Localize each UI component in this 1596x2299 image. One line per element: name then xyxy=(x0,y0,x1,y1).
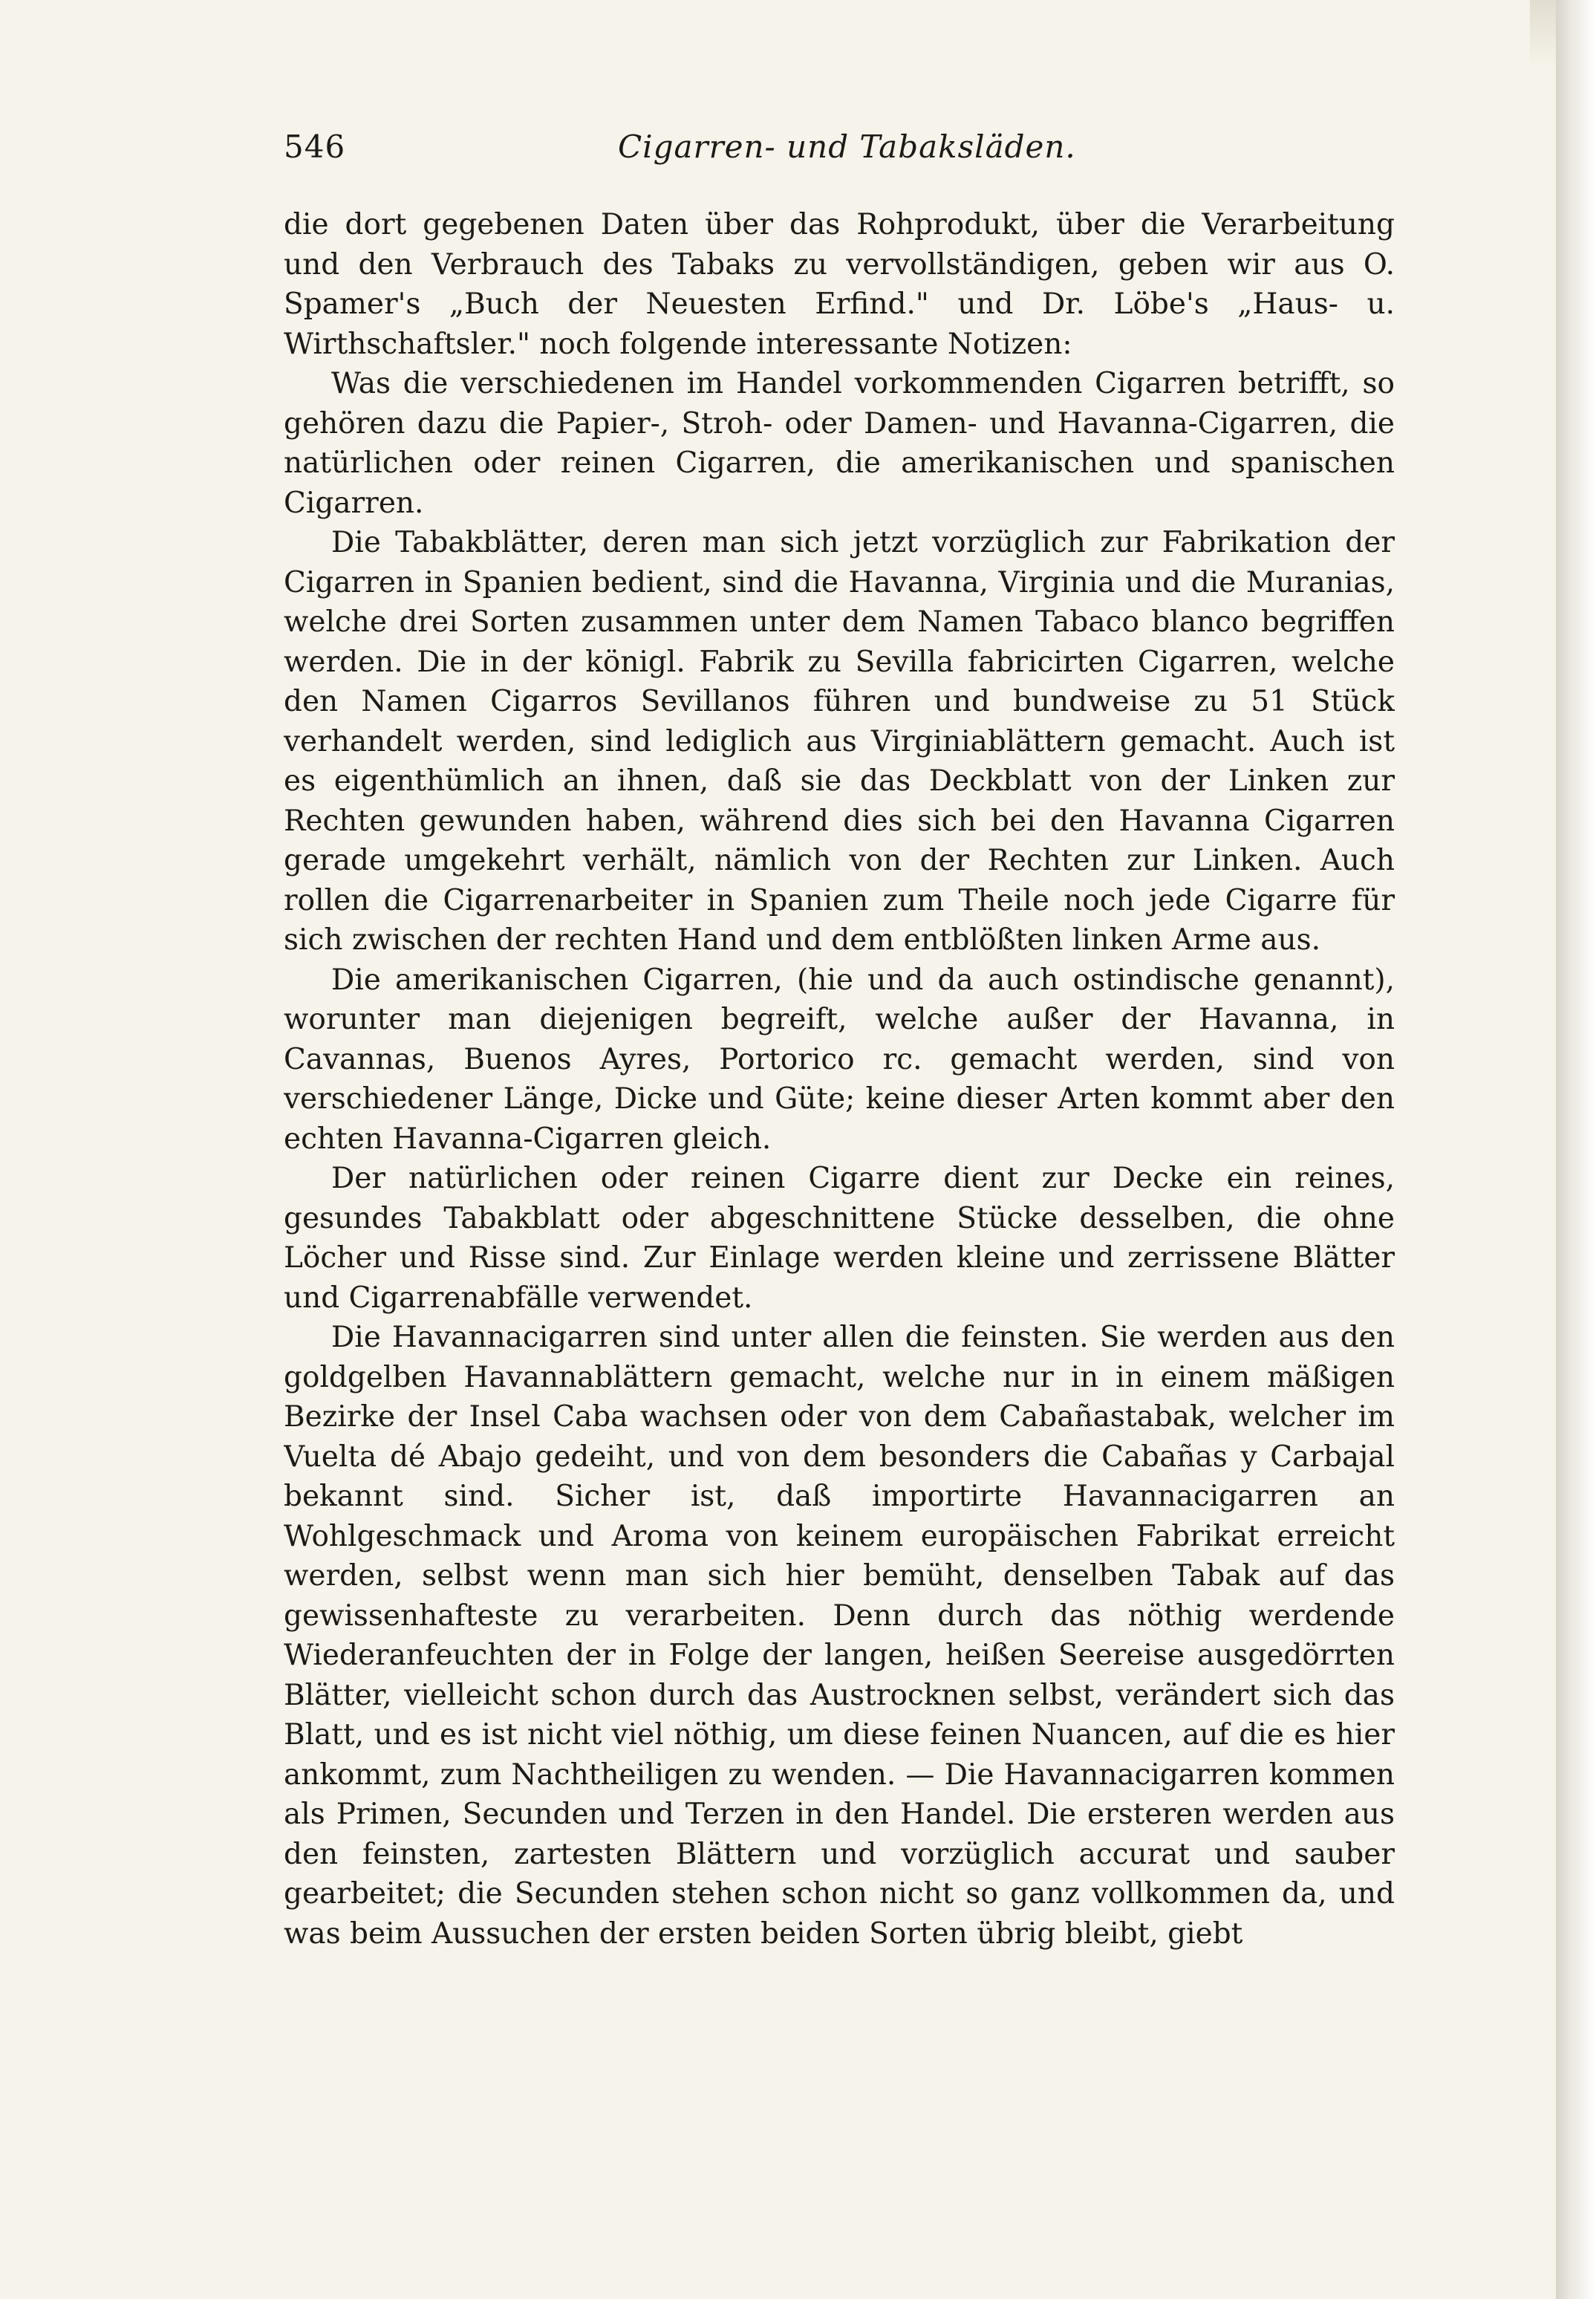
page-corner-shadow xyxy=(1530,0,1556,67)
page-number: 546 xyxy=(284,129,346,165)
paragraph: Die Havannacigarren sind unter allen die feinsten. Sie werden aus den goldgelben Havannablättern gemacht, welche nur in in einem mäßigen Bezirke der Insel Caba wachsen oder von dem Cabañastabak, welcher im Vuelta dé Abajo gedeiht, und von dem besonders die Cabañas y Carbajal bekannt sind. Sicher ist, daß importirte Havannacigarren an Wohlgeschmack und Aroma von keinem europäischen Fabrikat erreicht werden, selbst wenn man sich hier bemüht, denselben Tabak auf das gewissenhafteste zu verarbeiten. Denn durch das nöthig werdende Wiederanfeuchten der in Folge der langen, heißen Seereise ausgedörrten Blätter, vielleicht schon durch das Austrocknen selbst, verändert sich das Blatt, und es ist nicht viel nöthig, um diese feinen Nuancen, auf die es hier ankommt, zum Nachtheiligen zu wenden. — Die Havannacigarren kommen als Primen, Secunden und Terzen in den Handel. Die ersteren werden aus den feinsten, zartesten Blättern und vorzüglich accurat und sauber gearbeitet; die Secunden stehen schon nicht so ganz vollkommen da, und was beim Aussuchen der ersten beiden Sorten übrig bleibt, giebt xyxy=(284,1321,1395,1951)
paragraph: Die amerikanischen Cigarren, (hie und da auch ostindische genannt), worunter man diejenigen begreift, welche außer der Havanna, in Cavannas, Buenos Ayres, Portorico rc. gemacht werden, sind von verschiedener Länge, Dicke und Güte; keine dieser Arten kommt aber den echten Havanna-Cigarren gleich. xyxy=(284,963,1395,1156)
page-edge xyxy=(1556,0,1596,2299)
running-head: Cigarren- und Tabaksläden. xyxy=(618,129,1076,165)
paragraph: Der natürlichen oder reinen Cigarre dient zur Decke ein reines, gesundes Tabakblatt oder abgeschnittene Stücke desselben, die ohne Löcher und Risse sind. Zur Einlage werden kleine und zerrissene Blätter und Cigarrenabfälle verwendet. xyxy=(284,1162,1395,1315)
paragraph: Die Tabakblätter, deren man sich jetzt vorzüglich zur Fabrikation der Cigarren in Spanien bedient, sind die Havanna, Virginia und die Muranias, welche drei Sorten zusammen unter dem Namen Tabaco blanco begriffen werden. Die in der königl. Fabrik zu Sevilla fabricirten Cigarren, welche den Namen Cigarros Sevillanos führen und bundweise zu 51 Stück verhandelt werden, sind lediglich aus Virginiablättern gemacht. Auch ist es eigenthümlich an ihnen, daß sie das Deckblatt von der Linken zur Rechten gewunden haben, während dies sich bei den Havanna Cigarren gerade umgekehrt verhält, nämlich von der Rechten zur Linken. Auch rollen die Cigarrenarbeiter in Spanien zum Theile noch jede Cigarre für sich zwischen der rechten Hand und dem entblößten linken Arme aus. xyxy=(284,526,1395,957)
body-text xyxy=(284,205,1395,2129)
paragraph: Was die verschiedenen im Handel vorkommenden Cigarren betrifft, so gehören dazu die Papier-, Stroh- oder Damen- und Havanna-Cigarren, die natürlichen oder reinen Cigarren, die amerikanischen und spanischen Cigarren. xyxy=(284,367,1395,520)
paragraph: die dort gegebenen Daten über das Rohprodukt, über die Verarbeitung und den Verbrauch des Tabaks zu vervollständigen, geben wir aus O. Spamer's „Buch der Neuesten Erfind." und Dr. Löbe's „Haus- u. Wirthschaftsler." noch folgende interessante Notizen: xyxy=(284,208,1395,361)
page-header xyxy=(284,125,1398,177)
